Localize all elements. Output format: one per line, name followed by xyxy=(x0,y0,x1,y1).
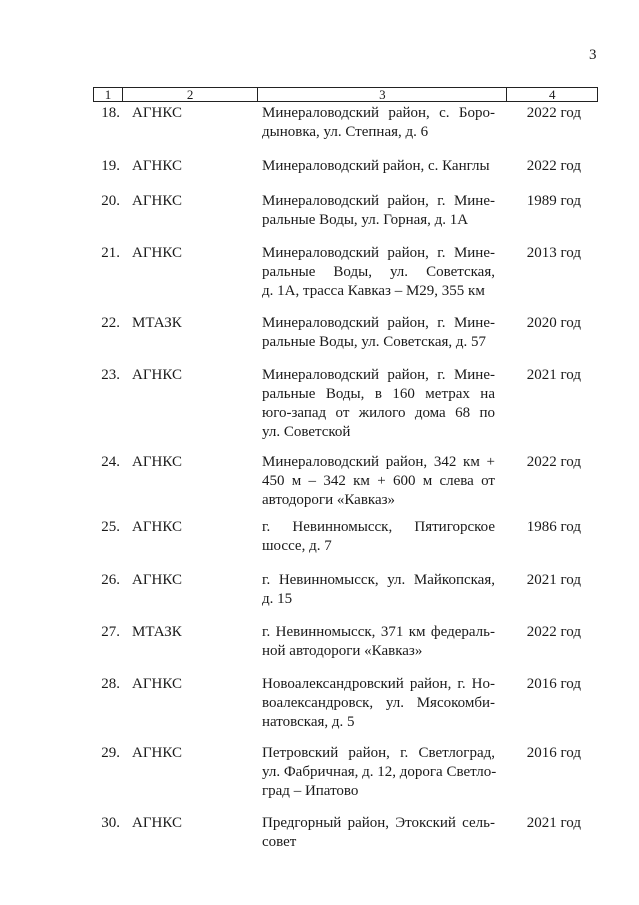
station-address xyxy=(262,244,495,301)
row-number: 23. xyxy=(101,367,120,383)
row-number: 22. xyxy=(101,315,120,331)
address-line: Минераловодский район, с. Канглы xyxy=(262,158,490,174)
address-line: г. Невинномысск, 371 км федераль- xyxy=(262,624,495,640)
address-line: юго-запад от жилого дома 68 по xyxy=(262,405,495,421)
station-address xyxy=(262,518,495,556)
address-line: воалександровск, ул. Мясокомби- xyxy=(262,695,495,711)
header-col-4: 4 xyxy=(548,87,556,102)
station-type: АГНКС xyxy=(132,572,182,588)
station-type: АГНКС xyxy=(132,158,182,174)
station-type: АГНКС xyxy=(132,519,182,535)
address-line: ральные Воды, ул. Советская, д. 57 xyxy=(262,334,487,350)
row-number: 20. xyxy=(101,193,120,209)
station-type: АГНКС xyxy=(132,105,182,121)
station-address xyxy=(262,453,495,510)
station-address xyxy=(262,744,495,801)
address-line: Минераловодский район, г. Мине- xyxy=(262,367,495,383)
commission-year: 2016 год xyxy=(526,676,581,692)
commission-year: 1986 год xyxy=(526,519,581,535)
address-line: ральные Воды, в 160 метрах на xyxy=(262,386,495,402)
row-number: 18. xyxy=(101,105,120,121)
address-line: дыновка, ул. Степная, д. 6 xyxy=(262,124,429,140)
station-type: АГНКС xyxy=(132,367,182,383)
row-number: 24. xyxy=(101,454,120,470)
table-header xyxy=(93,87,598,102)
header-col-2: 2 xyxy=(123,88,258,101)
address-line: 450 м – 342 км + 600 м слева от xyxy=(262,473,495,489)
row-number: 28. xyxy=(101,676,120,692)
station-type: АГНКС xyxy=(132,454,182,470)
address-line: ул. Фабричная, д. 12, дорога Светло- xyxy=(262,764,497,780)
address-line: ул. Советской xyxy=(262,424,351,440)
commission-year: 2021 год xyxy=(526,367,581,383)
address-line: Новоалександровский район, г. Но- xyxy=(262,676,495,692)
header-col-1: 1 xyxy=(94,88,123,101)
commission-year: 2013 год xyxy=(526,245,581,261)
address-line: ральные Воды, ул. Горная, д. 1А xyxy=(262,212,469,228)
page-number: 3 xyxy=(589,47,597,63)
address-line: Предгорный район, Этокский сель- xyxy=(262,815,495,831)
address-line: совет xyxy=(262,834,297,850)
row-number: 19. xyxy=(101,158,120,174)
station-address xyxy=(262,366,495,442)
address-line: д. 15 xyxy=(262,591,293,607)
station-address xyxy=(262,104,495,142)
row-number: 27. xyxy=(101,624,120,640)
station-address xyxy=(262,623,495,661)
station-address xyxy=(262,192,495,230)
station-type: АГНКС xyxy=(132,745,182,761)
address-line: град – Ипатово xyxy=(262,783,359,799)
row-number: 25. xyxy=(101,519,120,535)
station-address xyxy=(262,675,495,732)
row-number: 21. xyxy=(101,245,120,261)
station-type: АГНКС xyxy=(132,676,182,692)
commission-year: 2022 год xyxy=(526,158,581,174)
address-line: г. Невинномысск, Пятигорское xyxy=(262,519,495,535)
address-line: Минераловодский район, г. Мине- xyxy=(262,315,495,331)
commission-year: 2021 год xyxy=(526,572,581,588)
row-number: 26. xyxy=(101,572,120,588)
address-line: ральные Воды, ул. Советская, xyxy=(262,264,495,280)
commission-year: 2021 год xyxy=(526,815,581,831)
station-type: АГНКС xyxy=(132,815,182,831)
address-line: автодороги «Кавказ» xyxy=(262,492,396,508)
address-line: Минераловодский район, с. Боро- xyxy=(262,105,495,121)
address-line: натовская, д. 5 xyxy=(262,714,355,730)
address-line: г. Невинномысск, ул. Майкопская, xyxy=(262,572,495,588)
station-address xyxy=(262,157,495,176)
commission-year: 2020 год xyxy=(526,315,581,331)
commission-year: 2022 год xyxy=(526,624,581,640)
commission-year: 1989 год xyxy=(526,193,581,209)
station-address xyxy=(262,814,495,852)
station-type: АГНКС xyxy=(132,245,182,261)
station-type: АГНКС xyxy=(132,193,182,209)
row-number: 30. xyxy=(101,815,120,831)
address-line: Петровский район, г. Светлоград, xyxy=(262,745,495,761)
address-line: ной автодороги «Кавказ» xyxy=(262,643,423,659)
address-line: д. 1А, трасса Кавказ – М29, 355 км xyxy=(262,283,485,299)
station-address xyxy=(262,314,495,352)
commission-year: 2016 год xyxy=(526,745,581,761)
address-line: Минераловодский район, 342 км + xyxy=(262,454,495,470)
commission-year: 2022 год xyxy=(526,454,581,470)
station-address xyxy=(262,571,495,609)
address-line: Минераловодский район, г. Мине- xyxy=(262,245,495,261)
row-number: 29. xyxy=(101,745,120,761)
header-col-3: 3 xyxy=(258,88,507,101)
commission-year: 2022 год xyxy=(526,105,581,121)
station-type: МТАЗК xyxy=(132,624,182,640)
station-type: МТАЗК xyxy=(132,315,182,331)
address-line: шоссе, д. 7 xyxy=(262,538,332,554)
address-line: Минераловодский район, г. Мине- xyxy=(262,193,495,209)
